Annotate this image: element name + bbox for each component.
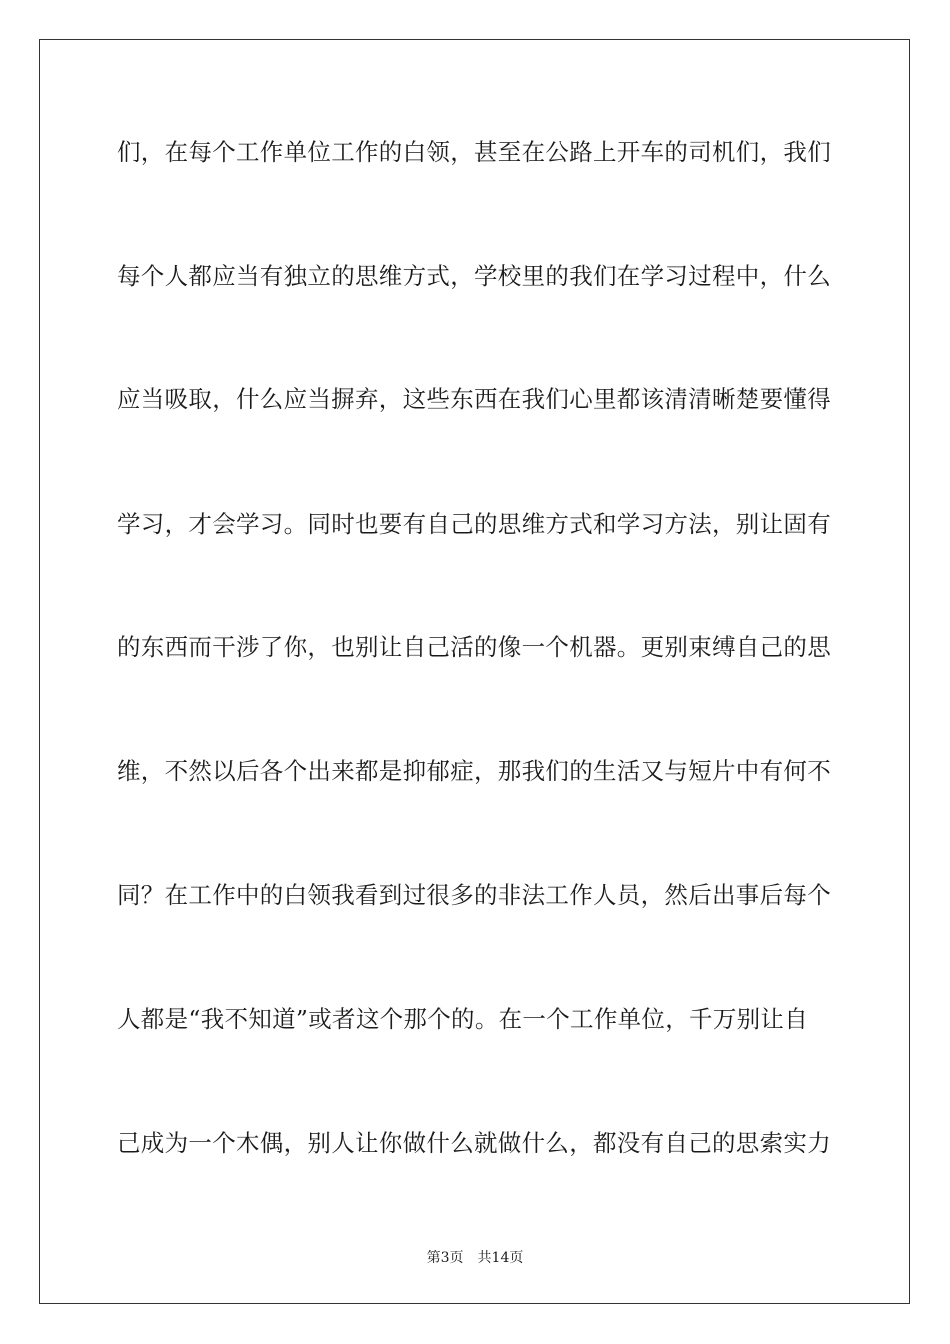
text-line: 每个人都应当有独立的思维方式，学校里的我们在学习过程中，什么 (117, 262, 831, 290)
text-line: 己成为一个木偶，别人让你做什么就做什么，都没有自己的思索实力 (117, 1129, 831, 1157)
text-line: 的东西而干涉了你，也别让自己活的像一个机器。更别束缚自己的思 (117, 633, 831, 661)
text-line: 同？在工作中的白领我看到过很多的非法工作人员，然后出事后每个 (117, 881, 831, 909)
text-line: 应当吸取，什么应当摒弃，这些东西在我们心里都该清清晰楚要懂得 (117, 385, 831, 413)
text-line: 们，在每个工作单位工作的白领，甚至在公路上开车的司机们，我们 (117, 138, 831, 166)
text-line: 人都是“我不知道”或者这个那个的。在一个工作单位，千万别让自 (117, 1005, 809, 1033)
text-line: 学习，才会学习。同时也要有自己的思维方式和学习方法，别让固有 (117, 510, 831, 538)
page-number-footer: 第3页 共14页 (426, 1250, 524, 1266)
page-border (39, 39, 910, 1304)
text-line: 维，不然以后各个出来都是抑郁症，那我们的生活又与短片中有何不 (117, 757, 831, 785)
